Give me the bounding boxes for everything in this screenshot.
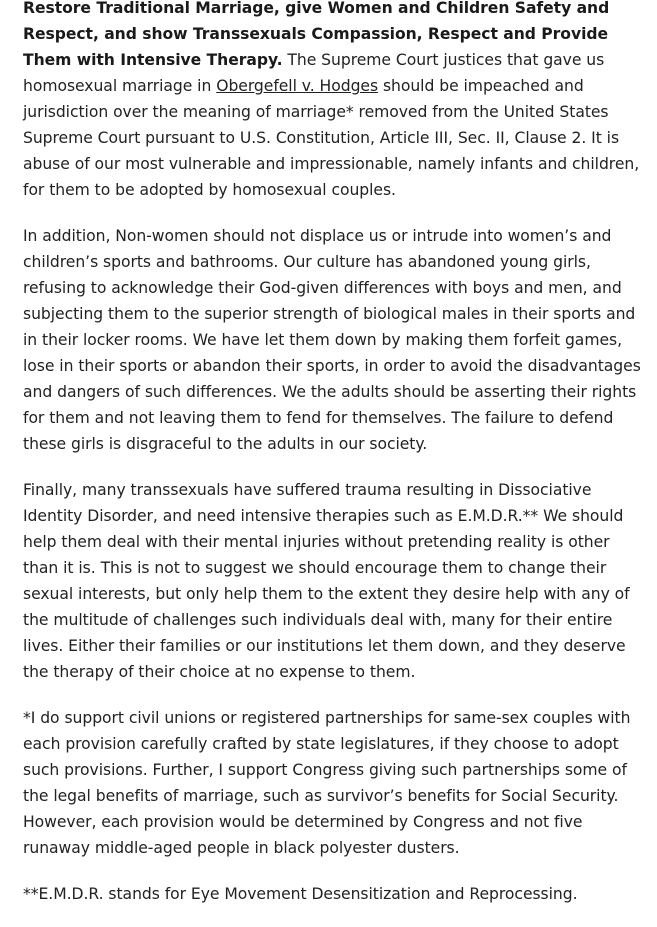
paragraph-therapy: Finally, many transsexuals have suffered trauma resulting in Dissociative Identity Disorder, and need intensive therapies such as E.M.D.R.** We should help them deal with their mental injuries without pretending reality is other than it is. This is not to suggest we should encourage them to change their sexual interests, but only help them to the extent they desire help with any of the multitude of challenges such individuals deal with, many for their entire lives. Either their families or our institutions let them down, and they deserve the therapy of their choice at no expense to them. xyxy=(23,481,630,681)
paragraph-sports: In addition, Non-women should not displace us or intrude into women’s and children’s sports and bathrooms. Our culture has abandoned young girls, refusing to acknowledge their God-given differences with boys and men, and subjecting them to the superior strength of biological males in their sports and in their locker rooms. We have let them down by making them forfeit games, lose in their sports or abandon their sports, in order to avoid the disadvantages and dangers of such differences. We the adults should be asserting their rights for them and not leaving them to fend for themselves. The failure to defend these girls is disgraceful to the adults in our society. xyxy=(23,227,641,453)
article-body xyxy=(23,0,648,927)
obergefell-case-link[interactable]: Obergefell v. Hodges xyxy=(216,77,379,95)
paragraph-text-before-link: The Supreme Court justices that gave us homosexual marriage in xyxy=(23,51,605,95)
footnote-emdr: **E.M.D.R. stands for Eye Movement Desensitization and Reprocessing. xyxy=(23,885,578,903)
footnote-civil-unions: *I do support civil unions or registered partnerships for same-sex couples with each provision carefully crafted by state legislatures, if they choose to adopt such provisions. Further, I support Congress giving such partnerships some of the legal benefits of marriage, such as survivor’s benefits for Social Security. However, each provision would be determined by Congress and not five runaway middle-aged people in black polyester dusters. xyxy=(23,709,631,857)
paragraph-marriage xyxy=(23,0,648,203)
paragraph-text-after-link: should be impeached and jurisdiction over the meaning of marriage* removed from the United States Supreme Court pursuant to U.S. Constitution, Article III, Sec. II, Clause 2. It is abuse of our most vulnerable and impressionable, namely infants and children, for them to be adopted by homosexual couples. xyxy=(23,77,640,199)
paragraph-lead-heading: Restore Traditional Marriage, give Women and Children Safety and Respect, and show Transsexuals Compassion, Respect and Provide Them with Intensive Therapy. xyxy=(23,0,610,69)
